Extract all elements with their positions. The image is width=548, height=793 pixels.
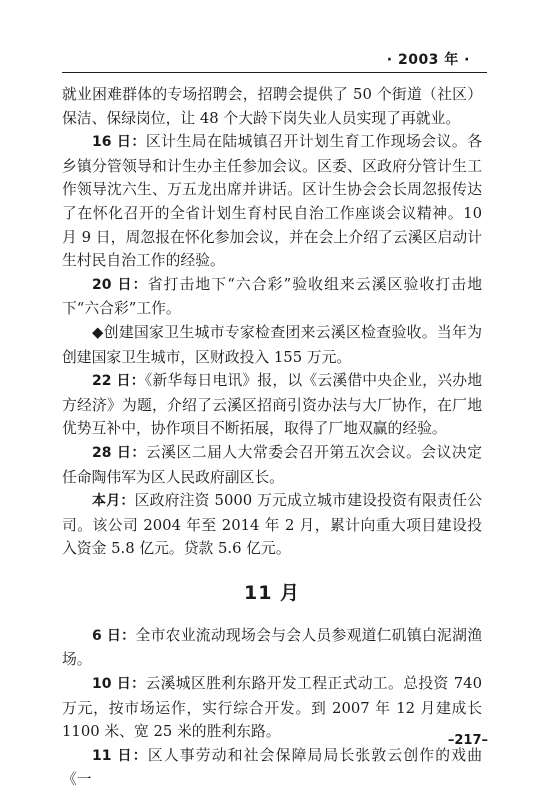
entry-text: 全市农业流动现场会与会人员参观道仁矶镇白泥湖渔场。 (62, 626, 482, 669)
entry-oct-28 (62, 441, 482, 489)
entry-text: ◆创建国家卫生城市专家检查团来云溪区检查验收。当年为创建国家卫生城市，区财政投入 155 万元。 (62, 323, 482, 366)
entry-text: 云溪区二届人大常委会召开第五次会议。会议决定任命陶伟军为区人民政府副区长。 (62, 443, 482, 486)
entry-nov-6 (62, 624, 482, 672)
entry-date: 16 日： (92, 134, 146, 151)
entry-date: 11 日： (92, 747, 148, 764)
entry-text: 云溪城区胜利东路开发工程正式动工。总投资 740 万元，按市场运作，实行综合开发。到 2007 年 12 月建成长 1100 米、宽 25 米的胜利东路。 (62, 675, 482, 741)
entry-text: 区政府注资 5000 万元成立城市建设投资有限责任公司。该公司 2004 年至 2014 年 2 月，累计向重大项目建设投入资金 5.8 亿元。贷款 5.6 亿元。 (62, 492, 482, 558)
entry-nov-10 (62, 672, 482, 744)
october-entries (62, 130, 482, 561)
entry-date: 20 日： (92, 276, 148, 293)
page-number: –217– (447, 733, 488, 748)
entry-date: 6 日： (92, 627, 136, 644)
entry-oct-month (62, 489, 482, 561)
entry-oct-16 (62, 130, 482, 273)
entry-oct-22 (62, 369, 482, 441)
page-body (62, 83, 482, 792)
entry-text: 区人事劳动和社会保障局局长张敦云创作的戏曲《一 (62, 746, 482, 789)
entry-text: 省打击地下“六合彩”验收组来云溪区验收打击地下“六合彩”工作。 (62, 275, 482, 318)
running-header-year: · 2003 年 · (386, 52, 470, 68)
month-heading: 11 月 (243, 581, 301, 604)
entry-text: 区计生局在陆城镇召开计划生育工作现场会议。各乡镇分管领导和计生办主任参加会议。区委、区政府分管计生工作领导沈六生、万五龙出席并讲话。区计生协会会长周忽报传达了在怀化召开的全省计划生育村民自治工作座谈会议精神。10 月 9 日，周忽报在怀化参加会议，并在会上介绍了云溪区启动计生村民自治工作的经验。 (62, 133, 482, 270)
entry-date: 28 日： (92, 444, 146, 461)
entry-oct-20-sub (62, 321, 482, 369)
entry-date: 10 日： (92, 676, 146, 693)
header-divider (62, 72, 487, 73)
entry-nov-11 (62, 744, 482, 792)
entry-date: 22 日： (92, 373, 145, 390)
entry-text: 《新华每日电讯》报，以《云溪借中央企业，兴办地方经济》为题，介绍了云溪区招商引资办法与大厂协作，在厂地优势互补中，协作项目不断拓展，取得了厂地双赢的经验。 (62, 372, 482, 438)
november-entries (62, 624, 482, 792)
entry-date: 本月： (92, 493, 135, 510)
entry-oct-20 (62, 273, 482, 321)
continuation-paragraph: 就业困难群体的专场招聘会，招聘会提供了 50 个街道（社区）保洁、保绿岗位，让 48 个大龄下岗失业人员实现了再就业。 (62, 86, 482, 127)
